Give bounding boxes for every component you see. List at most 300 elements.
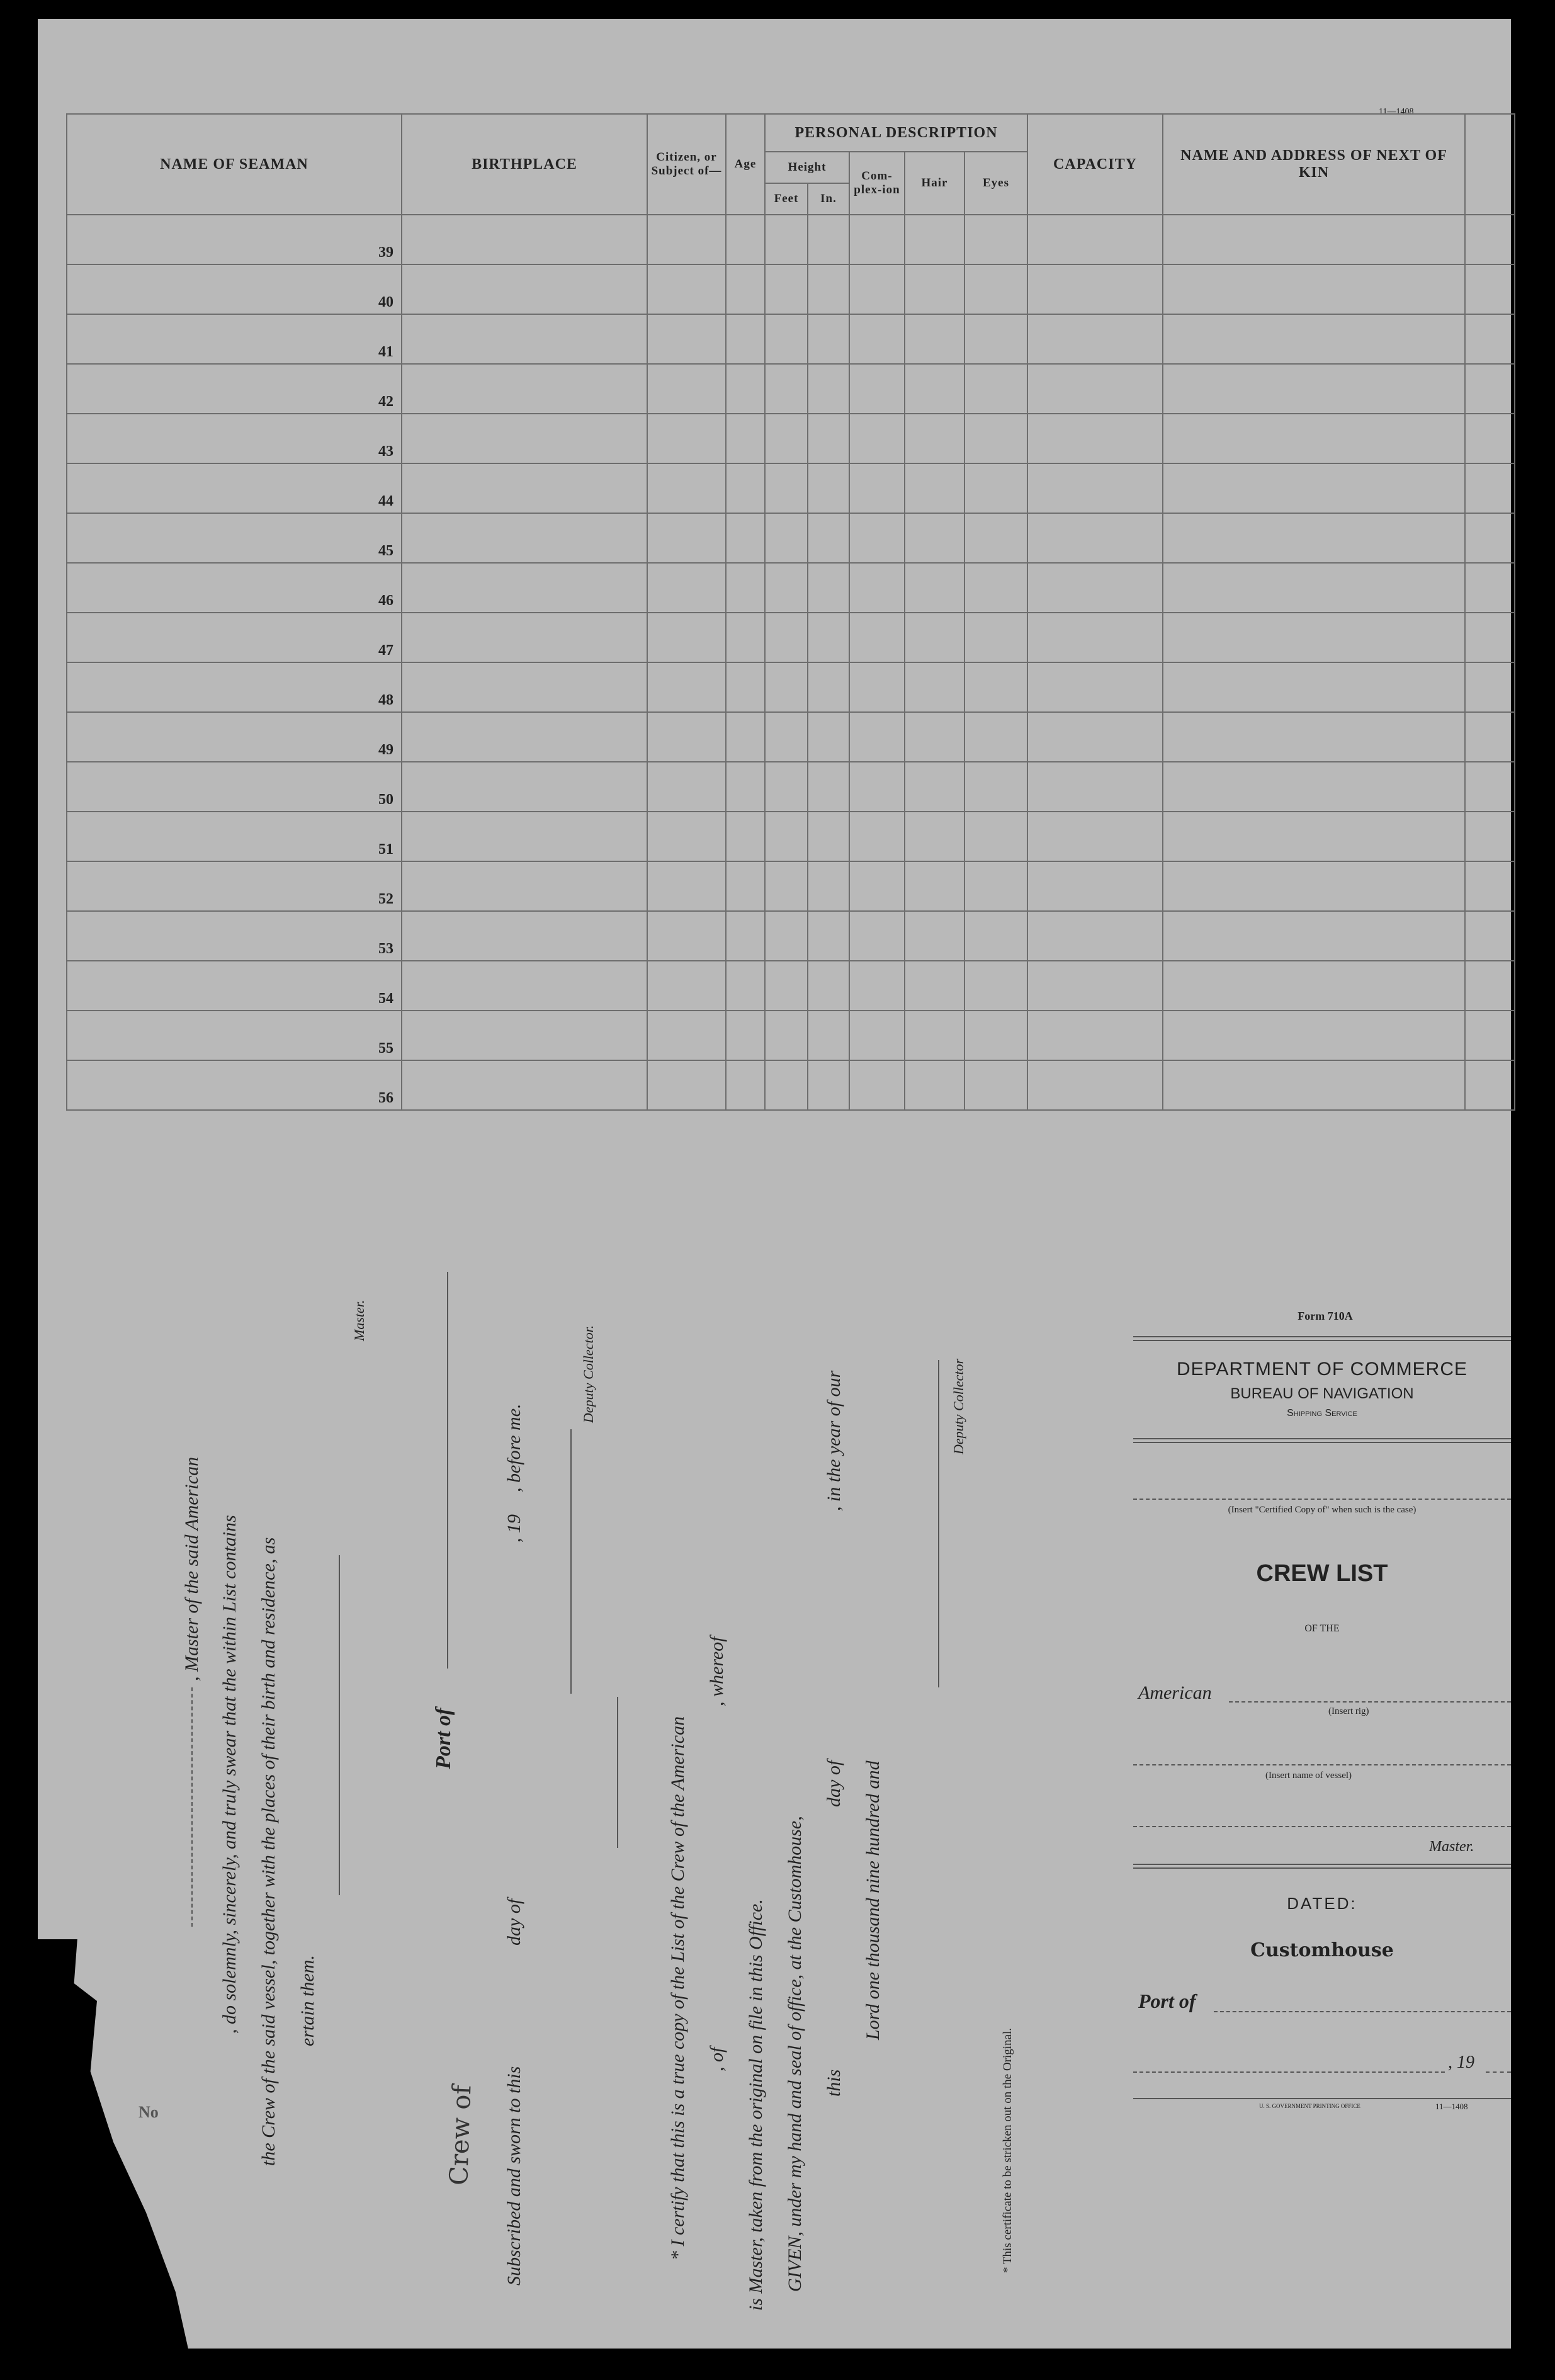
table-cell xyxy=(905,712,964,762)
deputy-line-2 xyxy=(938,1360,939,1687)
table-cell xyxy=(808,215,849,264)
table-cell xyxy=(402,414,647,463)
table-cell xyxy=(1163,215,1465,264)
table-cell xyxy=(905,662,964,712)
certificate-line-2: is Master, taken from the original on file in this Office. xyxy=(745,1899,766,2311)
table-cell xyxy=(905,812,964,861)
table-cell xyxy=(808,513,849,563)
table-cell xyxy=(1163,513,1465,563)
table-cell xyxy=(402,513,647,563)
table-cell xyxy=(1027,1060,1163,1110)
table-cell xyxy=(1027,364,1163,414)
table-row xyxy=(67,911,1515,961)
certificate-line-3: GIVEN, under my hand and seal of office, at the Customhouse, xyxy=(784,1816,805,2292)
deputy-line-1 xyxy=(570,1429,572,1694)
header-height: Height xyxy=(765,152,849,183)
table-cell xyxy=(765,314,808,364)
table-cell xyxy=(905,961,964,1011)
table-row xyxy=(67,314,1515,364)
row-number: 41 xyxy=(67,314,402,364)
oath-port-of: Port of xyxy=(432,1708,455,1769)
table-row xyxy=(67,613,1515,662)
table-cell xyxy=(964,762,1027,812)
oath-line-1: , Master of the said American xyxy=(181,1456,202,1681)
certificate-year: , in the year of our xyxy=(823,1370,844,1511)
table-cell xyxy=(647,812,726,861)
row-number: 56 xyxy=(67,1060,402,1110)
table-cell xyxy=(765,911,808,961)
table-cell xyxy=(647,1060,726,1110)
table-cell xyxy=(964,662,1027,712)
table-cell xyxy=(1027,1011,1163,1060)
table-cell xyxy=(765,613,808,662)
table-cell xyxy=(1465,812,1515,861)
table-cell xyxy=(765,513,808,563)
table-cell xyxy=(1465,712,1515,762)
table-cell xyxy=(765,961,808,1011)
cover-certified-line xyxy=(1133,1499,1511,1500)
table-cell xyxy=(849,563,905,613)
table-row xyxy=(67,364,1515,414)
header-birthplace: BIRTHPLACE xyxy=(402,114,647,215)
table-cell xyxy=(402,961,647,1011)
table-cell xyxy=(808,264,849,314)
oath-subscribed: Subscribed and sworn to this xyxy=(504,2066,524,2286)
table-cell xyxy=(1027,513,1163,563)
cover-insert-vessel: (Insert name of vessel) xyxy=(1265,1771,1352,1781)
header-inches: In. xyxy=(808,183,849,215)
table-cell xyxy=(402,314,647,364)
table-cell xyxy=(765,662,808,712)
table-cell xyxy=(1027,215,1163,264)
table-cell xyxy=(1027,563,1163,613)
table-cell xyxy=(849,812,905,861)
table-row xyxy=(67,961,1515,1011)
table-cell xyxy=(1027,712,1163,762)
certificate-this: this xyxy=(823,2069,844,2097)
table-cell xyxy=(964,911,1027,961)
table-cell xyxy=(1027,414,1163,463)
row-number: 51 xyxy=(67,812,402,861)
table-cell xyxy=(1465,264,1515,314)
table-cell xyxy=(647,414,726,463)
certificate-line-1: * I certify that this is a true copy of the List of the Crew of the American xyxy=(667,1716,688,2260)
cover-year: , 19 xyxy=(1448,2053,1474,2072)
table-cell xyxy=(647,911,726,961)
table-cell xyxy=(402,613,647,662)
table-cell xyxy=(905,264,964,314)
table-cell xyxy=(905,1011,964,1060)
table-cell xyxy=(964,215,1027,264)
table-cell xyxy=(1465,1011,1515,1060)
header-feet: Feet xyxy=(765,183,808,215)
table-row xyxy=(67,215,1515,264)
table-cell xyxy=(1163,911,1465,961)
table-row xyxy=(67,1011,1515,1060)
table-cell xyxy=(765,1060,808,1110)
table-cell xyxy=(1027,961,1163,1011)
table-cell xyxy=(905,762,964,812)
table-cell xyxy=(1163,563,1465,613)
header-capacity: CAPACITY xyxy=(1027,114,1163,215)
oath-line-3: the Crew of the said vessel, together with the places of their birth and residence, as xyxy=(258,1537,279,2166)
cover-master: Master. xyxy=(1429,1839,1474,1855)
table-cell xyxy=(1163,1060,1465,1110)
table-cell xyxy=(765,463,808,513)
table-cell xyxy=(849,712,905,762)
cover-block xyxy=(1133,1310,1517,2111)
table-row xyxy=(67,812,1515,861)
cover-form: Form 710A xyxy=(1298,1310,1353,1322)
table-cell xyxy=(1163,463,1465,513)
table-cell xyxy=(726,215,765,264)
row-number: 52 xyxy=(67,861,402,911)
table-cell xyxy=(1163,1011,1465,1060)
table-cell xyxy=(849,762,905,812)
table-cell xyxy=(964,712,1027,762)
table-cell xyxy=(849,264,905,314)
table-cell xyxy=(726,861,765,911)
table-cell xyxy=(808,364,849,414)
cover-vessel-line xyxy=(1133,1764,1511,1765)
cover-american: American xyxy=(1138,1682,1212,1703)
table-cell xyxy=(849,911,905,961)
table-cell xyxy=(402,264,647,314)
table-cell xyxy=(905,414,964,463)
table-cell xyxy=(647,662,726,712)
master-label: Master. xyxy=(351,1300,367,1341)
cover-rule-6 xyxy=(1133,1867,1511,1869)
table-cell xyxy=(1027,762,1163,812)
row-number: 45 xyxy=(67,513,402,563)
stamp-mark: No xyxy=(139,2103,159,2121)
cover-port-line xyxy=(1214,2011,1511,2012)
table-cell xyxy=(402,712,647,762)
table-cell xyxy=(905,1060,964,1110)
table-cell xyxy=(905,314,964,364)
table-cell xyxy=(765,264,808,314)
table-cell xyxy=(402,215,647,264)
table-cell xyxy=(647,762,726,812)
table-cell xyxy=(647,513,726,563)
table-row xyxy=(67,463,1515,513)
cover-insert-certified: (Insert "Certified Copy of" when such is the case) xyxy=(1228,1505,1416,1515)
table-cell xyxy=(402,812,647,861)
table-row xyxy=(67,861,1515,911)
table-cell xyxy=(1163,314,1465,364)
cover-department: DEPARTMENT OF COMMERCE xyxy=(1176,1359,1468,1380)
header-complexion: Com-plex-ion xyxy=(849,152,905,215)
header-personal-description: PERSONAL DESCRIPTION xyxy=(765,114,1027,152)
table-cell xyxy=(765,215,808,264)
cover-rule-1 xyxy=(1133,1336,1511,1337)
table-cell xyxy=(905,563,964,613)
table-cell xyxy=(647,1011,726,1060)
table-cell xyxy=(849,314,905,364)
header-next-of-kin: NAME AND ADDRESS OF NEXT OF KIN xyxy=(1163,114,1465,215)
table-cell xyxy=(1027,861,1163,911)
table-cell xyxy=(849,1011,905,1060)
table-cell xyxy=(765,364,808,414)
table-cell xyxy=(905,215,964,264)
cover-service: Shipping Service xyxy=(1287,1408,1357,1419)
handwritten-crew-of: Crew of xyxy=(444,2084,477,2186)
table-cell xyxy=(905,463,964,513)
table-cell xyxy=(402,662,647,712)
table-cell xyxy=(726,613,765,662)
table-cell xyxy=(402,861,647,911)
oath-deputy-collector: Deputy Collector. xyxy=(580,1325,596,1423)
table-cell xyxy=(726,911,765,961)
table-cell xyxy=(647,861,726,911)
table-cell xyxy=(402,364,647,414)
table-cell xyxy=(1027,463,1163,513)
header-citizen: Citizen, or Subject of— xyxy=(647,114,726,215)
table-row xyxy=(67,1060,1515,1110)
table-row xyxy=(67,762,1515,812)
table-cell xyxy=(1163,414,1465,463)
table-cell xyxy=(726,1011,765,1060)
table-cell xyxy=(808,662,849,712)
table-cell xyxy=(726,463,765,513)
table-cell xyxy=(1465,463,1515,513)
table-cell xyxy=(905,364,964,414)
table-cell xyxy=(964,314,1027,364)
table-cell xyxy=(808,1060,849,1110)
table-cell xyxy=(402,911,647,961)
table-cell xyxy=(1465,414,1515,463)
table-cell xyxy=(726,513,765,563)
table-cell xyxy=(1465,961,1515,1011)
table-cell xyxy=(808,961,849,1011)
oath-dash-1 xyxy=(191,1687,193,1927)
row-number: 53 xyxy=(67,911,402,961)
table-cell xyxy=(849,613,905,662)
master-signature-line xyxy=(339,1555,340,1895)
table-cell xyxy=(1163,812,1465,861)
table-cell xyxy=(964,861,1027,911)
cover-title: CREW LIST xyxy=(1256,1560,1388,1587)
table-row xyxy=(67,662,1515,712)
table-cell xyxy=(849,414,905,463)
table-cell xyxy=(964,463,1027,513)
table-cell xyxy=(849,1060,905,1110)
oath-line-4: ertain them. xyxy=(297,1955,318,2046)
table-cell xyxy=(1163,712,1465,762)
table-cell xyxy=(1163,961,1465,1011)
table-cell xyxy=(964,414,1027,463)
table-cell xyxy=(1465,215,1515,264)
table-cell xyxy=(808,1011,849,1060)
crew-table xyxy=(66,113,1515,1111)
table-cell xyxy=(765,1011,808,1060)
cover-rule-3 xyxy=(1133,1438,1511,1439)
table-cell xyxy=(647,364,726,414)
certificate-whereof: , whereof xyxy=(706,1636,727,1706)
table-cell xyxy=(647,264,726,314)
table-cell xyxy=(765,812,808,861)
table-cell xyxy=(765,414,808,463)
table-cell xyxy=(1163,364,1465,414)
row-number: 44 xyxy=(67,463,402,513)
row-number: 55 xyxy=(67,1011,402,1060)
oath-day-of: day of xyxy=(504,1898,524,1946)
row-number: 49 xyxy=(67,712,402,762)
table-row xyxy=(67,513,1515,563)
row-number: 40 xyxy=(67,264,402,314)
table-cell xyxy=(1027,613,1163,662)
table-cell xyxy=(905,861,964,911)
table-cell xyxy=(1465,513,1515,563)
table-cell xyxy=(964,1011,1027,1060)
certificate-line-5: Lord one thousand nine hundred and xyxy=(862,1760,883,2040)
table-cell xyxy=(647,712,726,762)
table-cell xyxy=(905,513,964,563)
table-cell xyxy=(1163,613,1465,662)
table-cell xyxy=(765,861,808,911)
table-cell xyxy=(765,563,808,613)
table-cell xyxy=(808,861,849,911)
separator-line xyxy=(617,1697,618,1848)
table-cell xyxy=(808,463,849,513)
table-cell xyxy=(1163,264,1465,314)
table-cell xyxy=(726,414,765,463)
table-cell xyxy=(1465,563,1515,613)
table-cell xyxy=(849,861,905,911)
row-number: 43 xyxy=(67,414,402,463)
table-cell xyxy=(726,264,765,314)
table-cell xyxy=(964,812,1027,861)
oath-year: , 19 xyxy=(504,1514,524,1543)
cover-form-code: 11—1408 xyxy=(1435,2102,1468,2111)
table-cell xyxy=(808,812,849,861)
table-row xyxy=(67,264,1515,314)
table-cell xyxy=(1465,1060,1515,1110)
header-hair: Hair xyxy=(905,152,964,215)
table-cell xyxy=(905,613,964,662)
table-cell xyxy=(808,762,849,812)
certificate-footnote: * This certificate to be stricken out on the Original. xyxy=(1001,2027,1014,2273)
table-cell xyxy=(808,613,849,662)
table-cell xyxy=(647,463,726,513)
table-cell xyxy=(765,762,808,812)
table-cell xyxy=(964,961,1027,1011)
table-cell xyxy=(849,662,905,712)
cover-master-line xyxy=(1133,1826,1511,1827)
table-cell xyxy=(1465,861,1515,911)
table-cell xyxy=(964,364,1027,414)
header-blank xyxy=(1465,114,1515,215)
header-name-of-seaman: NAME OF SEAMAN xyxy=(67,114,402,215)
table-cell xyxy=(647,613,726,662)
table-cell xyxy=(849,215,905,264)
table-cell xyxy=(849,364,905,414)
table-cell xyxy=(726,1060,765,1110)
table-cell xyxy=(402,1060,647,1110)
table-cell xyxy=(726,762,765,812)
table-cell xyxy=(1465,314,1515,364)
torn-corner xyxy=(31,1939,195,2380)
table-cell xyxy=(808,314,849,364)
cover-dated: DATED: xyxy=(1287,1894,1357,1913)
table-row xyxy=(67,414,1515,463)
cover-of-the: OF THE xyxy=(1304,1623,1340,1634)
row-number: 54 xyxy=(67,961,402,1011)
table-cell xyxy=(1465,364,1515,414)
table-cell xyxy=(1027,662,1163,712)
cover-insert-rig: (Insert rig) xyxy=(1328,1706,1369,1716)
table-cell xyxy=(1027,264,1163,314)
table-row xyxy=(67,563,1515,613)
table-cell xyxy=(765,712,808,762)
table-cell xyxy=(402,463,647,513)
table-cell xyxy=(647,215,726,264)
table-cell xyxy=(726,314,765,364)
table-cell xyxy=(849,463,905,513)
header-eyes: Eyes xyxy=(964,152,1027,215)
cover-rule-5 xyxy=(1133,1864,1511,1865)
certificate-day-of: day of xyxy=(823,1760,844,1807)
table-cell xyxy=(647,314,726,364)
form-number-top: 11—1408 xyxy=(1379,107,1414,116)
table-cell xyxy=(905,911,964,961)
port-line xyxy=(447,1272,448,1669)
table-cell xyxy=(1027,812,1163,861)
table-cell xyxy=(964,1060,1027,1110)
table-cell xyxy=(402,1011,647,1060)
row-number: 47 xyxy=(67,613,402,662)
table-cell xyxy=(647,563,726,613)
table-cell xyxy=(402,563,647,613)
table-cell xyxy=(808,911,849,961)
table-cell xyxy=(726,662,765,712)
table-cell xyxy=(808,712,849,762)
table-cell xyxy=(1465,762,1515,812)
table-cell xyxy=(1465,911,1515,961)
oath-line-2: , do solemnly, sincerely, and truly swear that the within List contains xyxy=(219,1515,240,2034)
table-cell xyxy=(726,812,765,861)
table-cell xyxy=(1163,662,1465,712)
table-cell xyxy=(849,961,905,1011)
cover-customhouse: Customhouse xyxy=(1250,1939,1394,1961)
cover-rig-line xyxy=(1229,1701,1511,1703)
cover-year-line xyxy=(1486,2071,1511,2073)
certificate-deputy-collector: Deputy Collector xyxy=(951,1358,966,1454)
table-cell xyxy=(726,364,765,414)
row-number: 46 xyxy=(67,563,402,613)
cover-date-line xyxy=(1133,2071,1445,2073)
row-number: 48 xyxy=(67,662,402,712)
oath-before-me: , before me. xyxy=(504,1403,524,1492)
cover-port-of: Port of xyxy=(1138,1990,1196,2012)
document-page xyxy=(38,19,1511,2349)
header-age: Age xyxy=(726,114,765,215)
table-cell xyxy=(964,513,1027,563)
table-cell xyxy=(402,762,647,812)
cover-rule-4 xyxy=(1133,1442,1511,1443)
table-cell xyxy=(808,414,849,463)
cover-bureau: BUREAU OF NAVIGATION xyxy=(1230,1385,1414,1402)
table-cell xyxy=(964,264,1027,314)
table-cell xyxy=(964,613,1027,662)
table-row xyxy=(67,712,1515,762)
cover-rule-7 xyxy=(1133,2098,1511,2099)
row-number: 42 xyxy=(67,364,402,414)
table-cell xyxy=(726,961,765,1011)
table-cell xyxy=(964,563,1027,613)
table-cell xyxy=(808,563,849,613)
table-cell xyxy=(1027,911,1163,961)
